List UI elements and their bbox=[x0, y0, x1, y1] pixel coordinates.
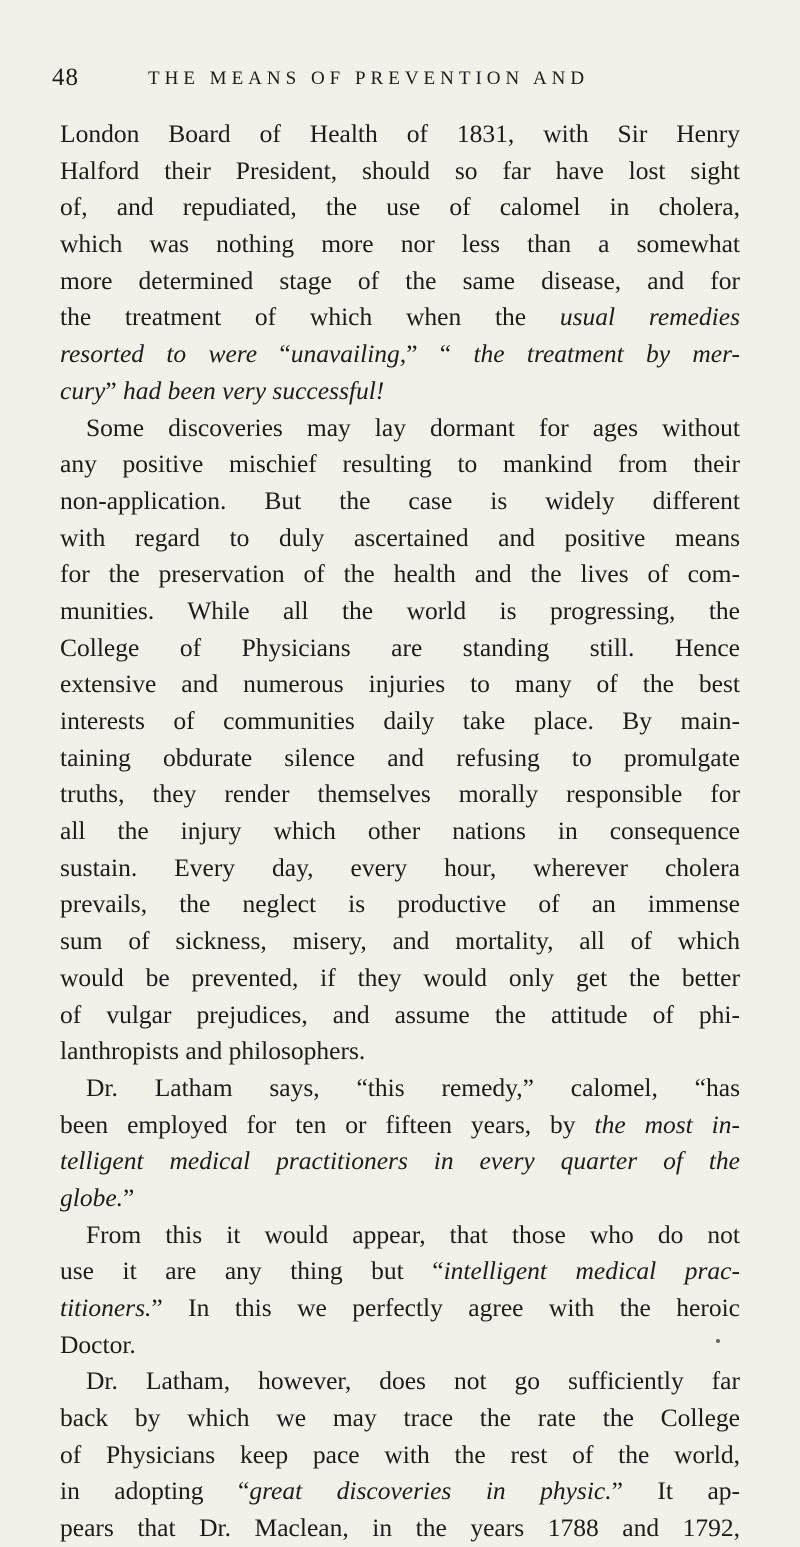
text-line bbox=[60, 1180, 740, 1217]
text-segment: Dr. Latham says, “this remedy,” calomel, “has bbox=[86, 1072, 740, 1102]
text-segment: with regard to duly ascertained and positive means bbox=[60, 522, 740, 552]
text-segment: been employed for ten or fifteen years, by bbox=[60, 1109, 595, 1139]
text-segment: ” bbox=[123, 1182, 135, 1212]
text-line bbox=[60, 1033, 740, 1070]
text-line bbox=[60, 520, 740, 557]
text-segment: more determined stage of the same disease, and for bbox=[60, 265, 740, 295]
text-segment: Doctor. bbox=[60, 1329, 136, 1359]
text-segment: back by which we may trace the rate the College bbox=[60, 1403, 740, 1433]
text-line bbox=[60, 997, 740, 1034]
italic-text: globe. bbox=[60, 1182, 124, 1212]
text-segment: Dr. Latham, however, does not go sufficiently far bbox=[86, 1366, 740, 1396]
text-line bbox=[60, 116, 740, 153]
text-line bbox=[60, 1143, 740, 1180]
text-segment: pears that Dr. Maclean, in the years 1788 and 1792, bbox=[60, 1513, 740, 1543]
text-segment: taining obdurate silence and refusing to promulgate bbox=[60, 742, 740, 772]
text-segment: use it are any thing but “ bbox=[60, 1256, 444, 1286]
italic-text: great discoveries in physic. bbox=[249, 1476, 612, 1506]
text-line bbox=[60, 886, 740, 923]
text-segment: of vulgar prejudices, and assume the attitude of phi- bbox=[60, 999, 740, 1029]
text-line bbox=[60, 1107, 740, 1144]
page-header bbox=[52, 64, 742, 96]
running-head: THE MEANS OF PREVENTION AND bbox=[148, 68, 590, 89]
text-segment: sustain. Every day, every hour, wherever cholera bbox=[60, 852, 740, 882]
text-segment: all the injury which other nations in consequence bbox=[60, 816, 740, 846]
text-segment: “ bbox=[257, 339, 291, 369]
text-segment: munities. While all the world is progressing, the bbox=[60, 595, 740, 625]
text-segment: lanthropists and philosophers. bbox=[60, 1036, 366, 1066]
page-number: 48 bbox=[52, 64, 79, 91]
text-line bbox=[60, 1217, 740, 1254]
text-line bbox=[60, 1400, 740, 1437]
text-line bbox=[60, 813, 740, 850]
text-segment: extensive and numerous injuries to many of the best bbox=[60, 669, 740, 699]
text-line bbox=[60, 483, 740, 520]
text-segment: non-application. But the case is widely different bbox=[60, 485, 740, 515]
text-line bbox=[60, 410, 740, 447]
text-segment: College of Physicians are standing still. Hence bbox=[60, 632, 740, 662]
text-segment: ” In this we perfectly agree with the heroic bbox=[151, 1293, 740, 1322]
text-line bbox=[60, 299, 740, 336]
text-line bbox=[60, 776, 740, 813]
italic-text: had been very successful! bbox=[123, 375, 385, 405]
text-line bbox=[60, 593, 740, 630]
italic-text: cury bbox=[60, 375, 106, 405]
body-text bbox=[60, 116, 740, 1547]
italic-text: unavailing, bbox=[290, 339, 407, 369]
italic-text: titioners. bbox=[60, 1293, 152, 1322]
italic-text: the most in- bbox=[594, 1109, 740, 1139]
text-line bbox=[60, 1327, 740, 1364]
text-segment: truths, they render themselves morally responsible for bbox=[60, 779, 740, 809]
text-segment: prevails, the neglect is productive of an immense bbox=[60, 889, 740, 919]
text-segment: would be prevented, if they would only get the better bbox=[60, 962, 740, 992]
italic-text: intelligent medical prac- bbox=[443, 1256, 740, 1286]
text-line bbox=[60, 336, 740, 373]
text-line bbox=[60, 1510, 740, 1547]
italic-text: telligent medical practitioners in every quarter of the bbox=[60, 1146, 740, 1176]
text-segment: London Board of Health of 1831, with Sir Henry bbox=[60, 119, 740, 148]
text-segment: which was nothing more nor less than a somewhat bbox=[60, 229, 740, 259]
text-segment: any positive mischief resulting to mankind from their bbox=[60, 449, 740, 479]
text-segment: for the preservation of the health and the lives of com- bbox=[60, 559, 740, 589]
text-segment: From this it would appear, that those who do not bbox=[86, 1219, 740, 1249]
text-line bbox=[60, 263, 740, 300]
text-line bbox=[60, 189, 740, 226]
text-segment: of Physicians keep pace with the rest of the world, bbox=[60, 1439, 740, 1469]
text-segment: Some discoveries may lay dormant for ages without bbox=[86, 412, 740, 442]
text-line bbox=[60, 226, 740, 263]
text-line bbox=[60, 1070, 740, 1107]
text-segment: interests of communities daily take place. By main- bbox=[60, 706, 740, 735]
text-segment: sum of sickness, misery, and mortality, all of which bbox=[60, 926, 740, 956]
text-segment: ” bbox=[105, 375, 124, 405]
text-line bbox=[60, 630, 740, 667]
italic-text: resorted to were bbox=[60, 339, 258, 369]
text-line bbox=[60, 1290, 740, 1327]
text-line bbox=[60, 556, 740, 593]
text-line bbox=[60, 740, 740, 777]
text-line bbox=[60, 850, 740, 887]
text-line bbox=[60, 1253, 740, 1290]
text-line bbox=[60, 153, 740, 190]
text-line bbox=[60, 446, 740, 483]
text-line bbox=[60, 1437, 740, 1474]
text-segment: in adopting “ bbox=[60, 1476, 250, 1506]
text-line bbox=[60, 703, 740, 740]
text-segment: Halford their President, should so far have lost sight bbox=[60, 155, 740, 185]
text-line bbox=[60, 373, 740, 410]
italic-text: usual remedies bbox=[559, 302, 740, 332]
text-segment: the treatment of which when the bbox=[60, 302, 560, 332]
text-segment: of, and repudiated, the use of calomel in cholera, bbox=[60, 192, 740, 222]
text-segment: ” “ bbox=[406, 339, 474, 369]
text-segment: ” It ap- bbox=[611, 1476, 741, 1506]
text-line bbox=[60, 1473, 740, 1510]
text-line bbox=[60, 923, 740, 960]
text-line bbox=[60, 960, 740, 997]
paper-speck bbox=[716, 1339, 720, 1343]
text-line bbox=[60, 666, 740, 703]
italic-text: the treatment by mer- bbox=[473, 339, 740, 369]
